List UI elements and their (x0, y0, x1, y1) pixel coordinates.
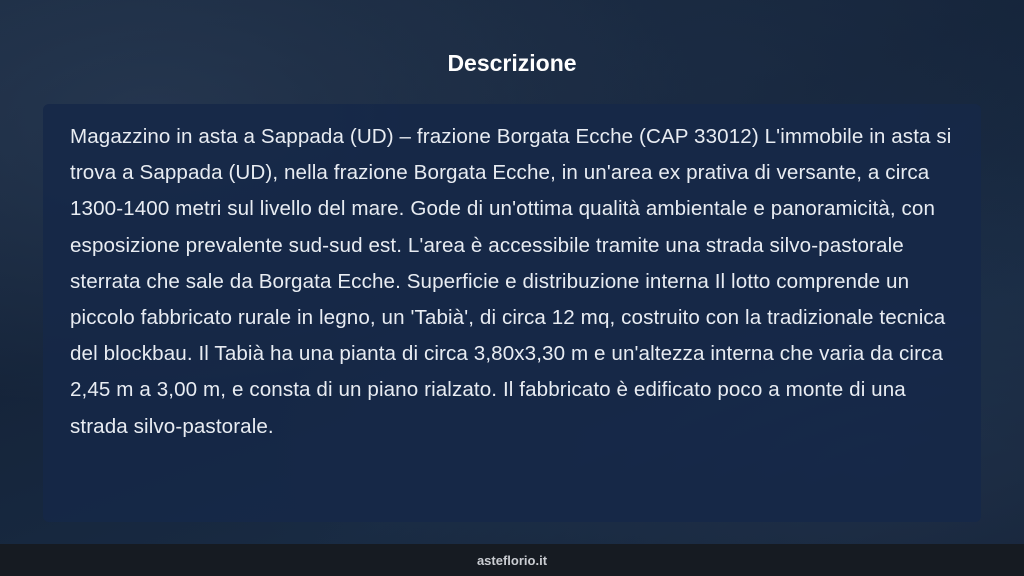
description-text: Magazzino in asta a Sappada (UD) – frazione Borgata Ecche (CAP 33012) L'immobile in asta si trova a Sappada (UD), nella frazione Borgata Ecche, in un'area ex prativa di versante, a circa 1300-1400 metri sul livello del mare. Gode di un'ottima qualità ambientale e panoramicità, con esposizione prevalente sud-sud est. L'area è accessibile tramite una strada silvo-pastorale sterrata che sale da Borgata Ecche. Superficie e distribuzione interna Il lotto comprende un piccolo fabbricato rurale in legno, un 'Tabià', di circa 12 mq, costruito con la tradizionale tecnica del blockbau. Il Tabià ha una pianta di circa 3,80x3,30 m e un'altezza interna che varia da circa 2,45 m a 3,00 m, e consta di un piano rialzato. Il fabbricato è edificato poco a monte di una strada silvo-pastorale. (70, 125, 952, 438)
footer-site-label: asteflorio.it (476, 552, 548, 568)
slide-title: Descrizione (447, 50, 577, 76)
footer-bar (0, 544, 1024, 576)
description-panel (43, 104, 981, 522)
